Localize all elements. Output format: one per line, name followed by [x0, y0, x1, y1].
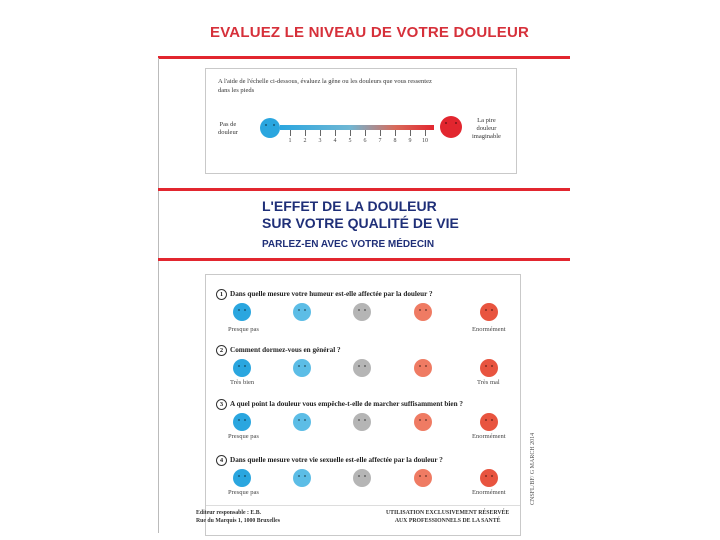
question-text: Comment dormez-vous en général ? — [230, 346, 341, 354]
answer-min-label: Très bien — [230, 379, 255, 386]
face-1-icon[interactable] — [233, 413, 251, 431]
question-number: 3 — [216, 399, 227, 410]
tick — [350, 130, 351, 136]
scale-number: 1 — [288, 138, 292, 144]
question-number: 4 — [216, 455, 227, 466]
face-3-icon[interactable] — [353, 413, 371, 431]
face-3-icon[interactable] — [353, 359, 371, 377]
scale-number: 5 — [348, 138, 352, 144]
scale-number: 10 — [422, 138, 428, 144]
no-pain-label: Pas de douleur — [218, 121, 238, 136]
publisher-info: Editeur responsable : E.B. Rue du Marquis 1, 1000 Bruxelles — [196, 510, 280, 524]
left-margin-line — [158, 58, 159, 533]
answer-min-label: Presque pas — [228, 489, 259, 496]
face-1-icon[interactable] — [233, 359, 251, 377]
face-4-icon[interactable] — [414, 359, 432, 377]
smiley-face-icon — [260, 118, 280, 138]
scale-number: 7 — [378, 138, 382, 144]
face-3-icon[interactable] — [353, 469, 371, 487]
face-1-icon[interactable] — [233, 469, 251, 487]
scale-instruction: A l'aide de l'échelle ci-dessous, évaluez la gêne ou les douleurs que vous ressentez dans les pieds — [218, 78, 432, 94]
tick — [410, 130, 411, 136]
tick — [425, 130, 426, 136]
question-4 — [216, 455, 443, 466]
answer-max-label: Très mal — [477, 379, 500, 386]
pain-scale-card — [205, 68, 517, 174]
section-subtitle: PARLEZ-EN AVEC VOTRE MÉDECIN — [262, 239, 435, 250]
tick — [380, 130, 381, 136]
scale-number: 2 — [303, 138, 307, 144]
footer-divider — [206, 505, 520, 506]
question-text: Dans quelle mesure votre humeur est-elle affectée par la douleur ? — [230, 290, 433, 298]
face-5-icon[interactable] — [480, 303, 498, 321]
face-2-icon[interactable] — [293, 359, 311, 377]
face-1-icon[interactable] — [233, 303, 251, 321]
question-3 — [216, 399, 463, 410]
face-5-icon[interactable] — [480, 359, 498, 377]
question-text: A quel point la douleur vous empêche-t-elle de marcher suffisamment bien ? — [230, 400, 463, 408]
title-rule — [158, 56, 570, 59]
answer-min-label: Presque pas — [228, 433, 259, 440]
tick — [335, 130, 336, 136]
answer-max-label: Enormément — [472, 326, 506, 333]
section-rule-bottom — [158, 258, 570, 261]
worst-pain-label: La pire douleur imaginable — [472, 117, 501, 140]
question-number: 1 — [216, 289, 227, 300]
answer-max-label: Enormément — [472, 489, 506, 496]
questionnaire-card — [196, 274, 521, 536]
tick — [290, 130, 291, 136]
face-4-icon[interactable] — [414, 303, 432, 321]
question-text: Dans quelle mesure votre vie sexuelle est-elle affectée par la douleur ? — [230, 456, 443, 464]
face-5-icon[interactable] — [480, 469, 498, 487]
face-2-icon[interactable] — [293, 303, 311, 321]
question-1 — [216, 289, 433, 300]
tick — [305, 130, 306, 136]
scale-number: 9 — [408, 138, 412, 144]
scale-number: 3 — [318, 138, 322, 144]
sad-face-icon — [440, 116, 462, 138]
face-4-icon[interactable] — [414, 413, 432, 431]
scale-number: 4 — [333, 138, 337, 144]
section-title-line2: SUR VOTRE QUALITÉ DE VIE — [262, 215, 459, 231]
tick — [395, 130, 396, 136]
answer-max-label: Enormément — [472, 433, 506, 440]
page-title: EVALUEZ LE NIVEAU DE VOTRE DOULEUR — [210, 24, 530, 41]
scale-number: 8 — [393, 138, 397, 144]
scale-ticks — [280, 130, 434, 138]
section-rule — [158, 188, 570, 191]
face-4-icon[interactable] — [414, 469, 432, 487]
question-number: 2 — [216, 345, 227, 356]
face-2-icon[interactable] — [293, 413, 311, 431]
face-3-icon[interactable] — [353, 303, 371, 321]
scale-numbers — [280, 138, 434, 148]
scale-number: 6 — [363, 138, 367, 144]
section-title-line1: L'EFFET DE LA DOULEUR — [262, 198, 437, 214]
professional-use-note: UTILISATION EXCLUSIVEMENT RÉSERVÉE AUX PROFESSIONNELS DE LA SANTÉ — [386, 510, 510, 524]
question-2 — [216, 345, 341, 356]
tick — [365, 130, 366, 136]
side-document-code: CNSFL/BF/ G MARCH 2014 — [530, 432, 536, 505]
face-2-icon[interactable] — [293, 469, 311, 487]
answer-min-label: Presque pas — [228, 326, 259, 333]
tick — [320, 130, 321, 136]
face-5-icon[interactable] — [480, 413, 498, 431]
